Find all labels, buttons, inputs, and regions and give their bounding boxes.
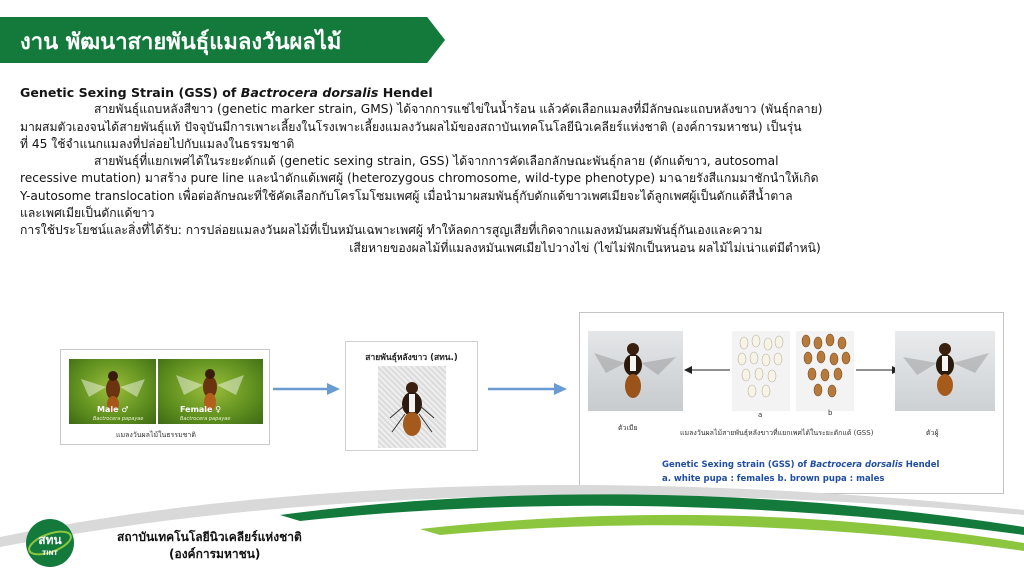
section-heading: Genetic Sexing Strain (GSS) of Bactrocera dorsalis Hendel <box>20 85 433 100</box>
paragraph-1-line-1: สายพันธุ์แถบหลังสีขาว (genetic marker strain, GMS) ได้จากการแช่ไข่ในน้ำร้อน แล้วคัดเลือกแมลงที่มีลักษณะแถบหลังขาว (พันธุ์กลาย) <box>94 102 823 117</box>
fruit-fly-icon <box>895 331 995 411</box>
white-pupae-photo <box>732 331 790 411</box>
paragraph-3-line-2: เสียหายของผลไม้ที่แมลงหมันเพศเมียไปวางไข่ (ไข่ไม่ฟักเป็นหนอน ผลไม้ไม่เน่าแต่มีตำหนิ) <box>349 240 821 255</box>
brown-pupae-photo <box>796 331 854 411</box>
paragraph-2-line-4: และเพศเมียเป็นดักแด้ขาว <box>20 206 155 221</box>
brown-pupa-icon <box>796 331 854 411</box>
white-pupa-icon <box>732 331 790 411</box>
male-fly-photo <box>895 331 995 411</box>
white-stripe-fly-photo <box>378 366 446 448</box>
female-fly-photo <box>588 331 683 411</box>
female-species: Bactrocera papayae <box>180 416 231 422</box>
page-title: งาน พัฒนาสายพันธุ์แมลงวันผลไม้ <box>20 30 342 55</box>
fruit-fly-icon <box>378 366 446 448</box>
organization-type: (องค์การมหาชน) <box>169 547 261 561</box>
svg-text:สทน: สทน <box>38 533 62 547</box>
gss-title: Genetic Sexing strain (GSS) of Bactrocera dorsalis Hendel <box>662 460 940 470</box>
male-species: Bactrocera papayae <box>93 416 144 422</box>
female-label: Female ♀ <box>180 405 222 414</box>
label-a: a <box>758 411 763 419</box>
male-caption: ตัวผู้ <box>926 429 939 437</box>
footer-swoosh <box>0 455 1024 576</box>
organization-name: สถาบันเทคโนโลยีนิวเคลียร์แห่งชาติ <box>117 530 302 544</box>
arrow-left-icon <box>684 365 730 375</box>
male-fly-photo <box>69 359 156 424</box>
paragraph-2-line-1: สายพันธุ์ที่แยกเพศได้ในระยะดักแด้ (genetic sexing strain, GSS) ได้จากการคัดเลือกลักษณะพันธุ์กลาย (ดักแด้ขาว, autosomal <box>94 154 779 169</box>
female-caption: ตัวเมีย <box>618 424 638 432</box>
paragraph-2-line-2: recessive mutation) มาสร้าง pure line และนำดักแด้เพศผู้ (heterozygous chromosome, wild-type phenotype) มาฉายรังสีแกมมาชักนำให้เกิด <box>20 171 819 186</box>
fruit-fly-icon <box>588 331 683 411</box>
tint-logo <box>24 517 76 569</box>
wild-fruit-fly-figure <box>60 349 270 445</box>
white-stripe-strain-title: สายพันธุ์หลังขาว (สทน.) <box>365 353 458 363</box>
male-label: Male ♂ <box>97 405 129 414</box>
arrow-right-icon <box>273 382 341 396</box>
paragraph-2-line-3: Y-autosome translocation เพื่อต่อลักษณะที่ใช้คัดเลือกกับโครโมโซมเพศผู้ เมื่อนำมาผสมพันธุ์กับดักแด้ขาวเพศเมียจะได้ลูกเพศผู้เป็นดักแด้สีน้ำตาล <box>20 188 793 203</box>
female-fly-photo <box>158 359 263 424</box>
label-b: b <box>828 409 833 417</box>
paragraph-1-line-3: ที่ 45 ใช้จำแนกแมลงที่ปล่อยไปกับแมลงในธรรมชาติ <box>20 136 295 151</box>
fruit-fly-icon <box>158 359 263 424</box>
arrow-right-icon <box>488 382 568 396</box>
paragraph-1-line-2: มาผสมตัวเองจนได้สายพันธุ์แท้ ปัจจุบันมีการเพาะเลี้ยงในโรงเพาะเลี้ยงแมลงวันผลไม้ของสถาบันเทคโนโลยีนิวเคลียร์แห่งชาติ (องค์การมหาชน) เป็นรุ่น <box>20 119 802 134</box>
paragraph-3-line-1: การใช้ประโยชน์และสิ่งที่ได้รับ: การปล่อยแมลงวันผลไม้ที่เป็นหมันเฉพาะเพศผู้ ทำให้ลดการสูญเสียที่เกิดจากแมลงหมันผสมพันธุ์กันเองและความ <box>20 223 763 238</box>
gss-middle-caption: แมลงวันผลไม้สายพันธุ์หลังขาวที่แยกเพศได้ในระยะดักแด้ (GSS) <box>680 429 874 437</box>
arrow-right-icon <box>856 365 900 375</box>
gss-legend: a. white pupa : females b. brown pupa : males <box>662 474 885 484</box>
main-content <box>20 84 1010 257</box>
svg-text:TINT: TINT <box>42 550 58 557</box>
white-stripe-strain-figure <box>345 341 478 451</box>
fruit-fly-icon <box>69 359 156 424</box>
wild-fly-caption: แมลงวันผลไม้ในธรรมชาติ <box>116 431 196 439</box>
